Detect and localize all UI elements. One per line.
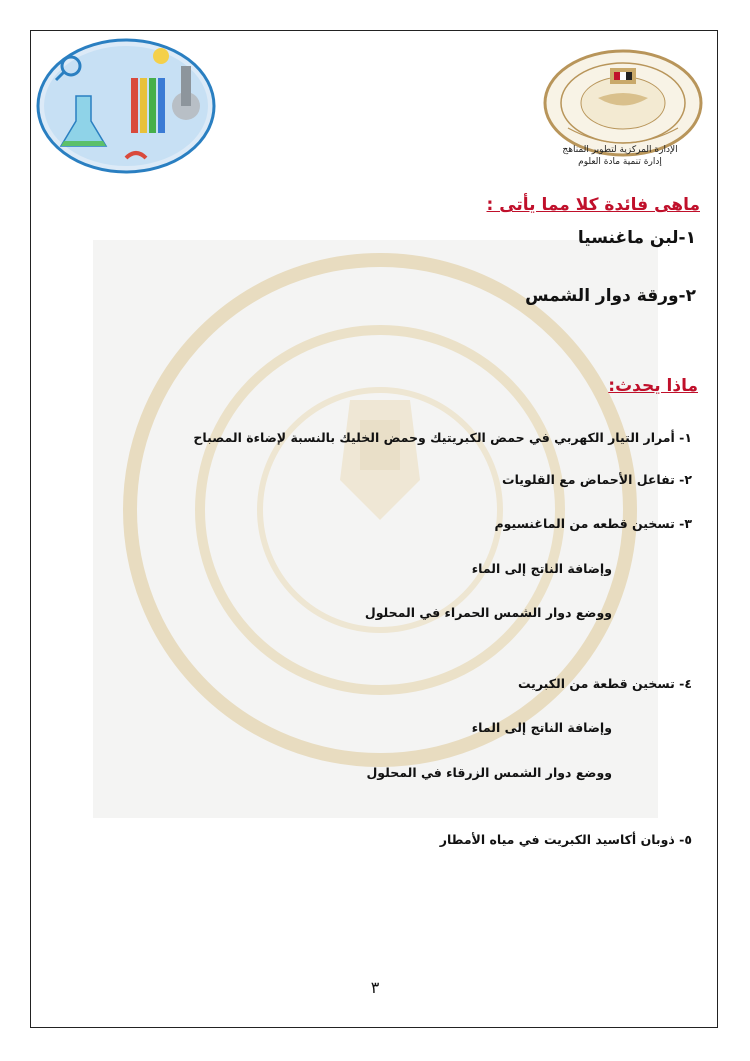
section1-heading: ماهى فائدة كلا مما يأتى : — [486, 195, 700, 215]
question-line: ٣- تسخين قطعه من الماغنسيوم — [494, 516, 692, 531]
question-subline: وإضافة الناتج إلى الماء — [471, 720, 612, 735]
question-item: ٢-ورقة دوار الشمس — [525, 286, 696, 306]
page-number: ٣ — [370, 978, 380, 997]
question-item: ١-لبن ماغنسيا — [577, 228, 696, 248]
science-lab-logo — [36, 36, 216, 176]
question-line: ٤- تسخين قطعة من الكبريت — [517, 676, 692, 691]
question-line: ٥- ذوبان أكاسيد الكبريت في مياه الأمطار — [439, 832, 692, 847]
question-subline: وإضافة الناتج إلى الماء — [471, 561, 612, 576]
dept-line-1: الإدارة المركزية لتطوير المناهج — [562, 145, 678, 155]
question-subline: ووضع دوار الشمس الحمراء في المحلول — [364, 605, 612, 620]
section2-heading: ماذا يحدث: — [608, 376, 698, 396]
question-line: ٢- تفاعل الأحماض مع القلويات — [502, 472, 692, 487]
department-caption — [530, 144, 710, 168]
ministry-seal-watermark — [120, 250, 640, 770]
question-subline: ووضع دوار الشمس الزرقاء في المحلول — [366, 765, 612, 780]
dept-line-2: إدارة تنمية مادة العلوم — [578, 157, 662, 167]
question-line: ١- أمرار التيار الكهربي في حمض الكبريتيك وحمض الخليك بالنسبة لإضاءة المصباح — [193, 430, 692, 445]
